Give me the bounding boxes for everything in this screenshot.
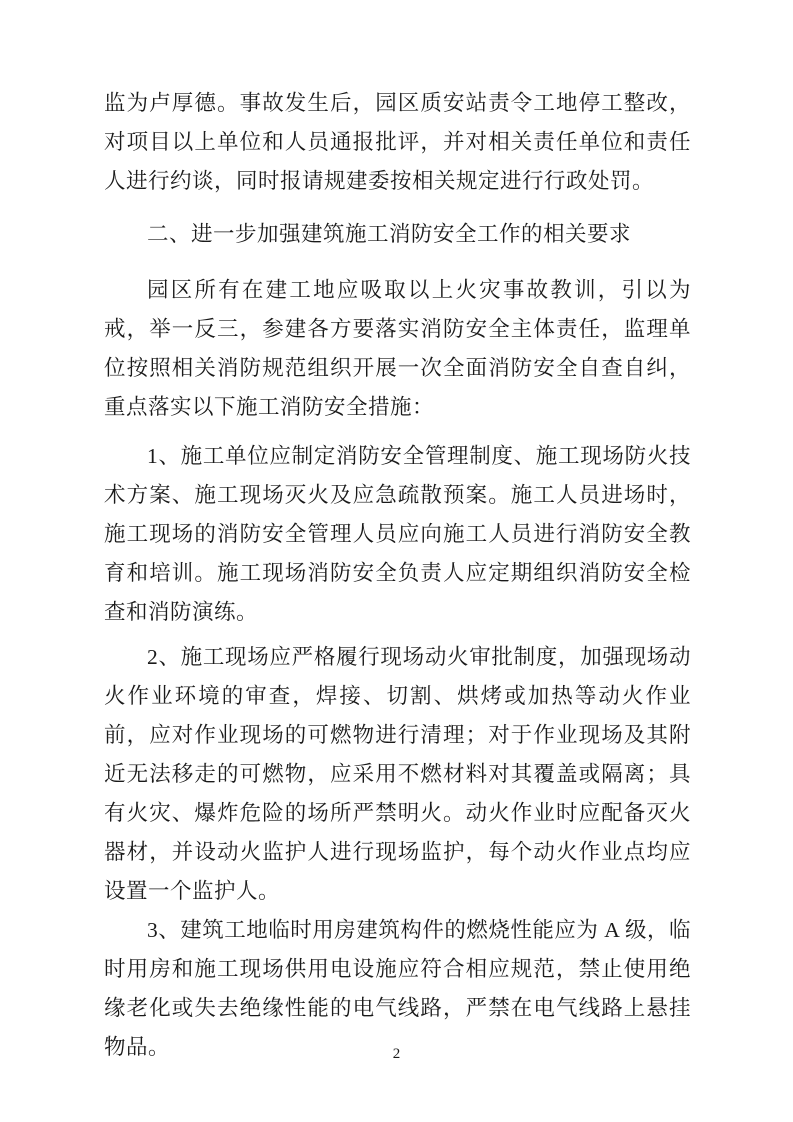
paragraph-intro: 园区所有在建工地应吸取以上火灾事故教训，引以为戒，举一反三，参建各方要落实消防安全主体责任，监理单位按照相关消防规范组织开展一次全面消防安全自查自纠，重点落实以下施工消防安全措施： [104, 278, 691, 419]
section-heading: 二、进一步加强建筑施工消防安全工作的相关要求 [147, 222, 632, 246]
paragraph-item-2: 2、施工现场应严格履行现场动火审批制度，加强现场动火作业环境的审查，焊接、切割、烘烤或加热等动火作业前，应对作业现场的可燃物进行清理；对于作业现场及其附近无法移走的可燃物，应采用不燃材料对其覆盖或隔离；具有火灾、爆炸危险的场所严禁明火。动火作业时应配备灭火器材，并设动火监护人进行现场监护，每个动火作业点均应设置一个监护人。 [104, 645, 691, 903]
page-number: 2 [392, 1046, 401, 1062]
document-body [104, 84, 691, 1067]
paragraph-continuation: 监为卢厚德。事故发生后，园区质安站责令工地停工整改，对项目以上单位和人员通报批评，并对相关责任单位和责任人进行约谈，同时报请规建委按相关规定进行行政处罚。 [104, 91, 691, 193]
paragraph-item-3: 3、建筑工地临时用房建筑构件的燃烧性能应为 A 级，临时用房和施工现场供用电设施应符合相应规范，禁止使用绝缘老化或失去绝缘性能的电气线路，严禁在电气线路上悬挂物品。 [104, 918, 691, 1059]
paragraph-item-1: 1、施工单位应制定消防安全管理制度、施工现场防火技术方案、施工现场灭火及应急疏散预案。施工人员进场时，施工现场的消防安全管理人员应向施工人员进行消防安全教育和培训。施工现场消防安全负责人应定期组织消防安全检查和消防演练。 [104, 444, 691, 624]
